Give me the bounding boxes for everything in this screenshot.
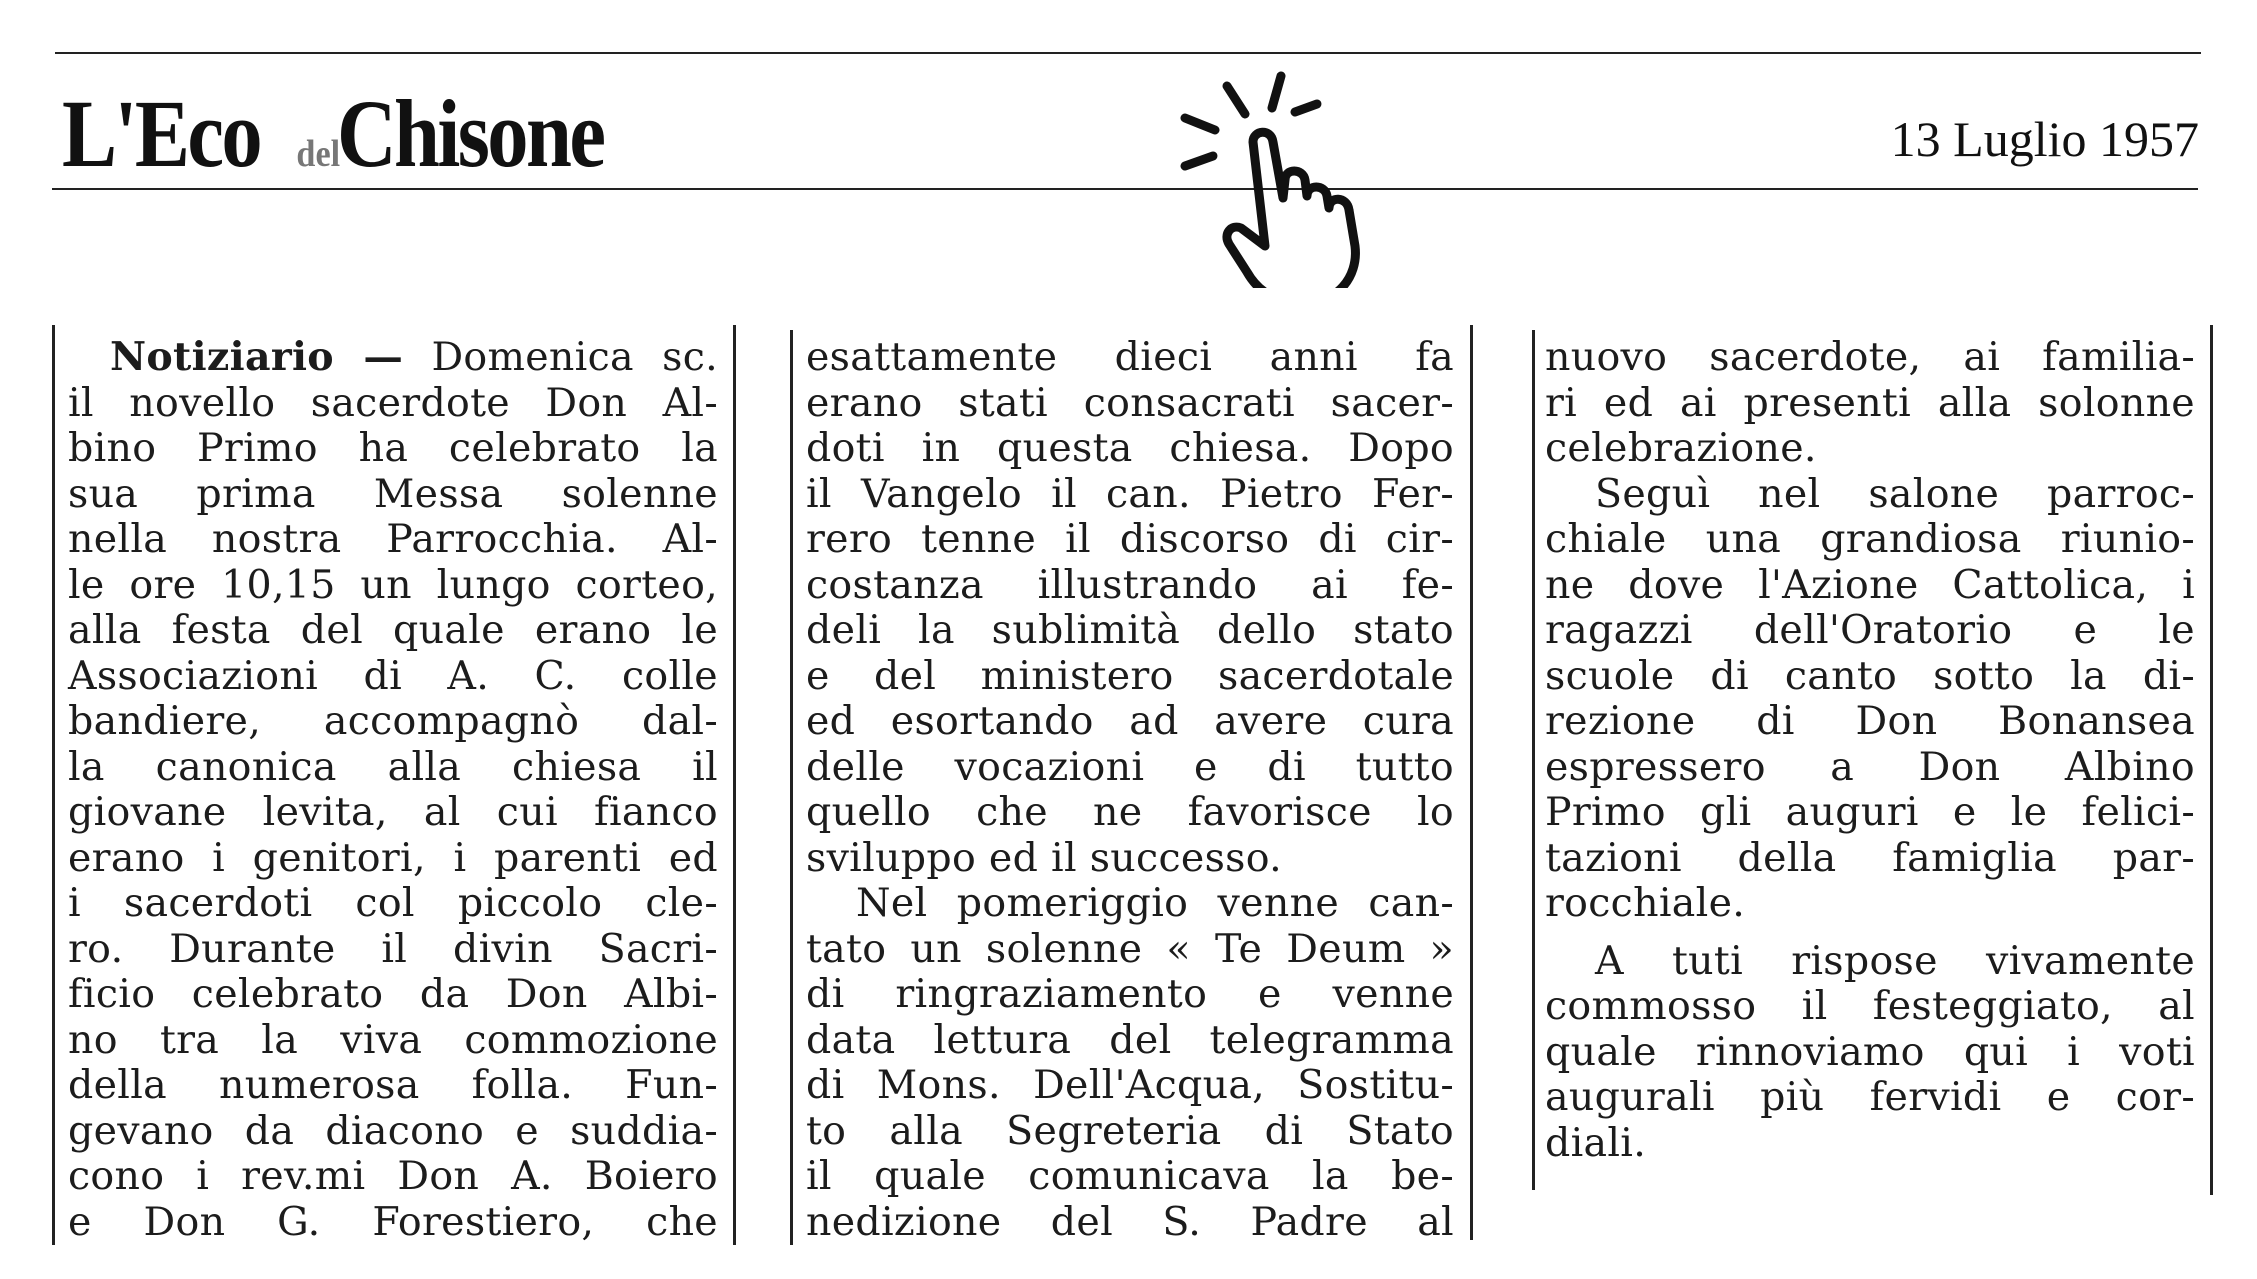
text-line: Nel pomeriggio venne can- bbox=[856, 880, 1454, 926]
column-rule-left bbox=[52, 325, 55, 1245]
text-line: costanza illustrando ai fe- bbox=[806, 561, 1454, 608]
text-line: rocchiale. bbox=[1545, 880, 1746, 926]
text-line: quello che ne favorisce lo bbox=[806, 789, 1454, 835]
text-line: rezione di Don Bonansea bbox=[1545, 698, 2195, 744]
text-line: augurali più fervidi e cor- bbox=[1545, 1074, 2195, 1120]
text-line: nella nostra Parrocchia. Al- bbox=[68, 516, 718, 562]
text-line: il Vangelo il can. Pietro Fer- bbox=[806, 470, 1454, 517]
newspaper-masthead bbox=[62, 78, 647, 189]
text-line: bino Primo ha celebrato la bbox=[68, 425, 718, 471]
text-line: esattamente dieci anni fa bbox=[806, 334, 1454, 380]
text-line: alla festa del quale erano le bbox=[68, 607, 718, 653]
top-rule bbox=[55, 52, 2201, 54]
text-line: nedizione del S. Padre al bbox=[806, 1198, 1454, 1245]
masthead-part-3: Chisone bbox=[336, 80, 604, 187]
text-line: Primo gli auguri e le felici- bbox=[1545, 789, 2195, 835]
text-line: tazioni della famiglia par- bbox=[1545, 834, 2195, 881]
text-line: le ore 10,15 un lungo corteo, bbox=[68, 561, 718, 608]
article-column-1 bbox=[68, 335, 718, 1245]
text-line: to alla Segreteria di Stato bbox=[806, 1107, 1454, 1154]
text-line: ri ed ai presenti alla solonne bbox=[1545, 379, 2195, 426]
text-line: commosso il festeggiato, al bbox=[1545, 983, 2195, 1029]
text-line: la canonica alla chiesa il bbox=[68, 743, 718, 790]
text-line: delle vocazioni e di tutto bbox=[806, 743, 1454, 790]
text-line: diali. bbox=[1545, 1119, 1647, 1166]
text-line: Seguì nel salone parroc- bbox=[1595, 470, 2195, 517]
text-line: Notiziario — Domenica sc. bbox=[110, 334, 719, 380]
text-line: deli la sublimità dello stato bbox=[806, 607, 1454, 653]
publication-date: 13 Luglio 1957 bbox=[1890, 111, 2199, 167]
text-line: di ringraziamento e venne bbox=[806, 971, 1454, 1017]
article-column-3 bbox=[1545, 335, 2195, 1166]
column-rule-2 bbox=[790, 330, 793, 1245]
text-line: scuole di canto sotto la di- bbox=[1545, 652, 2195, 699]
text-line: data lettura del telegramma bbox=[806, 1016, 1454, 1063]
text-line: ne dove l'Azione Cattolica, i bbox=[1545, 561, 2195, 608]
article-lead: Notiziario — bbox=[110, 334, 404, 380]
text-line: sviluppo ed il successo. bbox=[806, 834, 1282, 881]
text-line: nuovo sacerdote, ai familia- bbox=[1545, 334, 2195, 380]
column-rule-right bbox=[2210, 325, 2213, 1195]
text-line: ro. Durante il divin Sacri- bbox=[68, 925, 718, 972]
text-line: erano stati consacrati sacer- bbox=[806, 379, 1454, 426]
column-rule-3 bbox=[1470, 325, 1473, 1240]
text-line: il quale comunicava la be- bbox=[806, 1153, 1454, 1199]
text-line: gevano da diacono e suddia- bbox=[68, 1107, 718, 1154]
text-line: e del ministero sacerdotale bbox=[806, 652, 1454, 699]
text-line: cono i rev.mi Don A. Boiero bbox=[68, 1153, 718, 1199]
text-line: rero tenne il discorso di cir- bbox=[806, 516, 1454, 562]
text-line: ficio celebrato da Don Albi- bbox=[68, 971, 718, 1017]
masthead-part-1: L'Eco bbox=[62, 80, 261, 187]
text-line: e Don G. Forestiero, che bbox=[68, 1198, 718, 1245]
text-line: bandiere, accompagnò dal- bbox=[68, 698, 718, 744]
text-line: ed esortando ad avere cura bbox=[806, 698, 1454, 744]
text-line: sua prima Messa solenne bbox=[68, 470, 718, 517]
text-line: il novello sacerdote Don Al- bbox=[68, 379, 718, 426]
pointing-hand-click-icon[interactable] bbox=[1175, 68, 1395, 288]
text-line: giovane levita, al cui fianco bbox=[68, 789, 718, 835]
text-line: celebrazione. bbox=[1545, 425, 1817, 471]
masthead-part-2: del bbox=[296, 133, 341, 175]
text-line: doti in questa chiesa. Dopo bbox=[806, 425, 1454, 471]
text-line: della numerosa folla. Fun- bbox=[68, 1062, 718, 1108]
text-line: no tra la viva commozione bbox=[68, 1016, 718, 1063]
text-line: A tuti rispose vivamente bbox=[1595, 937, 2195, 984]
text-line: erano i genitori, i parenti ed bbox=[68, 834, 718, 881]
text-line: Associazioni di A. C. colle bbox=[68, 652, 718, 699]
text-line: quale rinnoviamo qui i voti bbox=[1545, 1028, 2195, 1075]
text-line: tato un solenne « Te Deum » bbox=[806, 925, 1454, 972]
column-rule-1 bbox=[733, 325, 736, 1245]
text-line: espressero a Don Albino bbox=[1545, 743, 2195, 790]
text-line: i sacerdoti col piccolo cle- bbox=[68, 880, 718, 926]
column-rule-4 bbox=[1532, 330, 1535, 1190]
text-line: di Mons. Dell'Acqua, Sostitu- bbox=[806, 1062, 1454, 1108]
text-line: ragazzi dell'Oratorio e le bbox=[1545, 607, 2195, 653]
text-line: chiale una grandiosa riunio- bbox=[1545, 516, 2195, 562]
article-column-2 bbox=[806, 335, 1454, 1245]
